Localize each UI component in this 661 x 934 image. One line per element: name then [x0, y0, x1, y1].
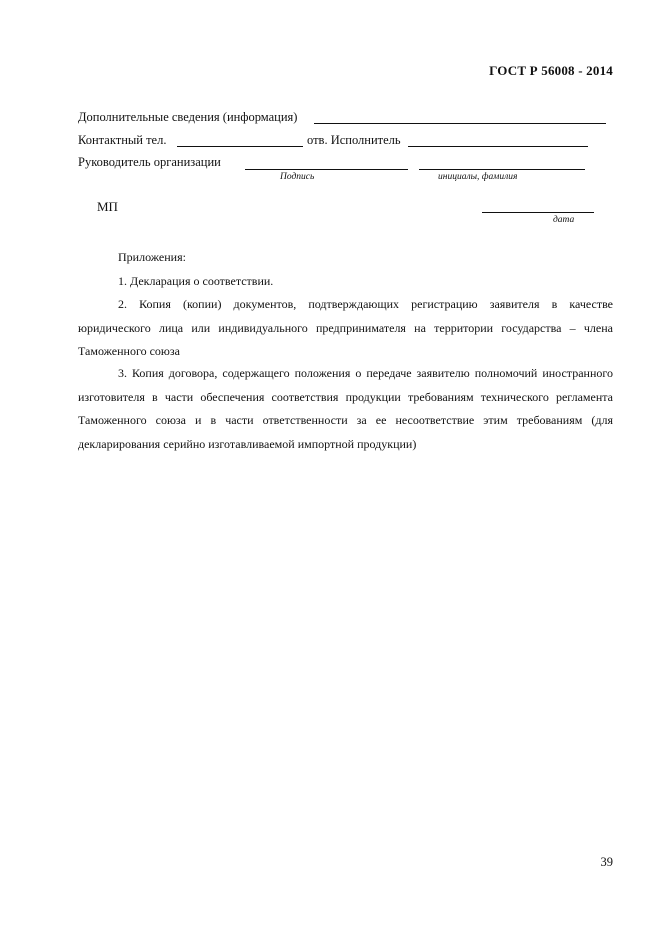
appendix-item-2: 2. Копия (копии) документов, подтверждающих регистрацию заявителя в качестве юридического лица или индивидуального предпринимателя на территории государства – члена Таможенного союза: [78, 297, 613, 358]
stamp-label: МП: [97, 199, 118, 214]
manager-label: Руководитель организации: [78, 155, 221, 169]
executor-field-line: [408, 146, 588, 147]
signature-field-line: [245, 169, 408, 170]
contact-phone-field-line: [177, 146, 303, 147]
date-caption: дата: [553, 215, 575, 225]
page-number: 39: [600, 855, 613, 869]
document-standard-number: ГОСТ Р 56008 - 2014: [489, 63, 613, 78]
executor-label: отв. Исполнитель: [307, 133, 401, 147]
additional-info-label: Дополнительные сведения (информация): [78, 110, 298, 124]
contact-phone-label: Контактный тел.: [78, 133, 167, 147]
signature-caption: Подпись: [280, 172, 315, 182]
appendix-item-3: 3. Копия договора, содержащего положения о передаче заявителю полномочий иностранного изготовителя в части обеспечения соответствия продукции требованиям технического регламента Таможенного союза и в части ответственности за ее несоответствие этим требованиям (для декларирования серийно изготавливаемой импортной продукции): [78, 366, 613, 451]
initials-field-line: [419, 169, 585, 170]
appendices-heading: Приложения:: [118, 250, 186, 264]
appendix-item-1: 1. Декларация о соответствии.: [118, 274, 274, 288]
additional-info-field-line: [314, 123, 606, 124]
initials-caption: инициалы, фамилия: [438, 172, 518, 182]
date-field-line: [482, 212, 594, 213]
